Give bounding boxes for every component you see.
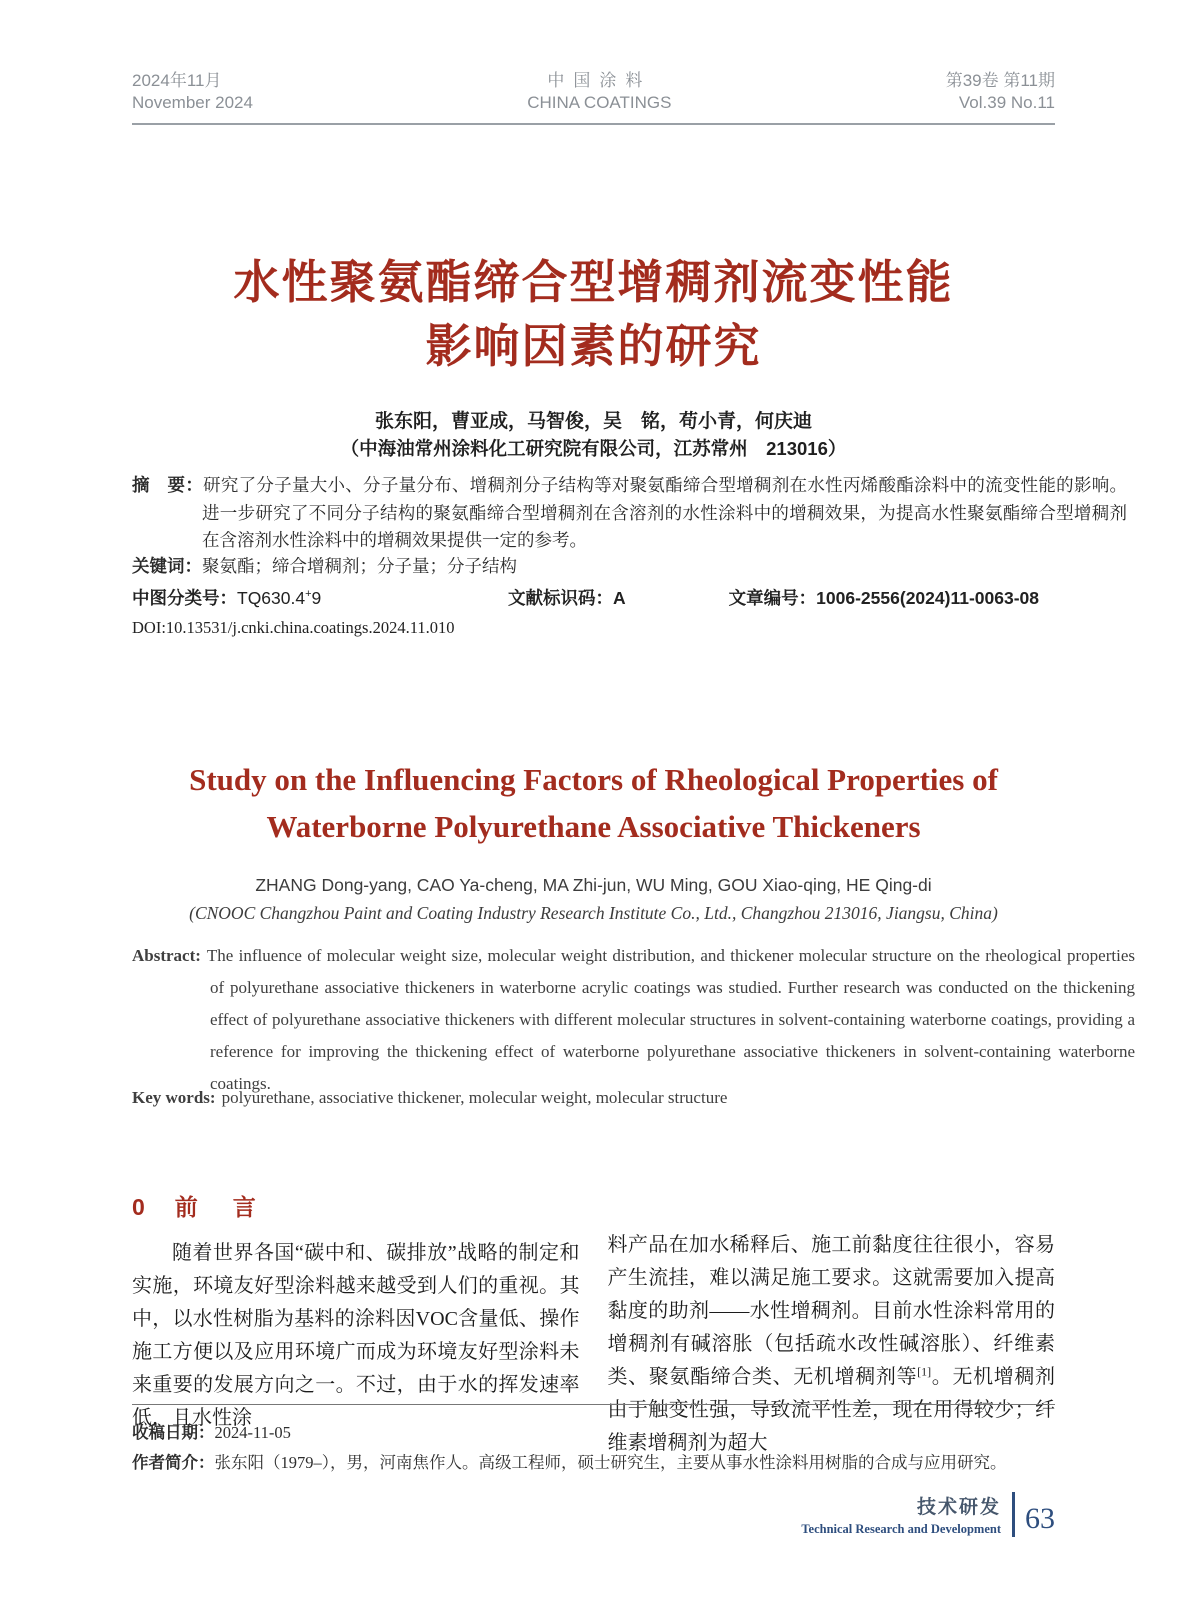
keywords-en (132, 1088, 1055, 1108)
page-number: 63 (1025, 1501, 1055, 1535)
keywords-label-en: Key words: (132, 1088, 216, 1107)
header-volume-en: Vol.39 No.11 (958, 93, 1055, 112)
clc-tail: 9 (311, 588, 322, 608)
received-date-line (132, 1418, 1055, 1448)
header-date-zh: 2024年11月 (132, 71, 222, 90)
body-paragraph-left: 随着世界各国“碳中和、碳排放”战略的制定和实施，环境友好型涂料越来越受到人们的重视。其中，以水性树脂为基料的涂料因VOC含量低、操作施工方便以及应用环境广而成为环境友好型涂料未来重要的发展方向之一。不过，由于水的挥发速率低，且水性涂 (132, 1242, 580, 1429)
header-date-en: November 2024 (132, 93, 253, 112)
page-footer (801, 1492, 1055, 1537)
doi: DOI:10.13531/j.cnki.china.coatings.2024.11.010 (132, 618, 455, 637)
column-name-en: Technical Research and Development (801, 1522, 1001, 1536)
article-title-zh-line1: 水性聚氨酯缔合型增稠剂流变性能 (233, 256, 954, 308)
column-name (801, 1492, 1012, 1537)
journal-name (527, 70, 671, 114)
footnotes (132, 1404, 1055, 1478)
article-title-en (132, 756, 1055, 850)
section-number: 0 (132, 1194, 145, 1220)
body-paragraph-right-part2: 。无机增稠剂由于触变性强，导致流平性差，现在用得较少；纤维素增稠剂为超大 (607, 1366, 1056, 1454)
clc-superscript: + (305, 588, 312, 601)
article-title-zh (132, 250, 1055, 378)
received-date-value: 2024-11-05 (214, 1423, 291, 1442)
header-volume-zh: 第39卷 第11期 (945, 71, 1055, 90)
author-bio-text: 张东阳（1979–），男，河南焦作人。高级工程师，硕士研究生，主要从事水性涂料用树脂的合成与应用研究。 (214, 1453, 1007, 1472)
keywords-text-zh: 聚氨酯；缔合增稠剂；分子量；分子结构 (202, 556, 517, 576)
abstract-label-zh: 摘 要： (132, 475, 204, 495)
abstract-text-en: The influence of molecular weight size, molecular weight distribution, and thickener molecular structure on the rheological properties of polyurethane associative thickeners in waterborne acrylic coatings was studied. Further research was conducted on the thickening effect of polyurethane associative thickeners with different molecular structures in solvent-containing waterborne coatings, providing a reference for improving the thickening effect of waterborne polyurethane associative thickeners in solvent-containing waterborne coatings. (206, 946, 1135, 1093)
citation-ref-1: [1] (917, 1364, 932, 1379)
authors-en: ZHANG Dong-yang, CAO Ya-cheng, MA Zhi-jun, WU Ming, GOU Xiao-qing, HE Qing-di (255, 875, 932, 895)
meta-row (132, 585, 1055, 611)
abstract-label-en: Abstract: (132, 946, 201, 965)
author-bio-label: 作者简介： (132, 1454, 215, 1472)
article-number: 文章编号：1006-2556(2024)11-0063-08 (728, 588, 1039, 608)
abstract-zh (132, 472, 1127, 555)
header-issue-date (132, 70, 253, 114)
document-code: 文献标识码：A (508, 588, 626, 608)
article-title-zh-line2: 影响因素的研究 (425, 320, 762, 372)
clc-number (132, 585, 321, 610)
article-title-en-line1: Study on the Influencing Factors of Rheological Properties of (189, 762, 998, 797)
abstract-text-zh: 研究了分子量大小、分子量分布、增稠剂分子结构等对聚氨酯缔合型增稠剂在水性丙烯酸酯涂料中的流变性能的影响。进一步研究了不同分子结构的聚氨酯缔合型增稠剂在含溶剂的水性涂料中的增稠效果，为提高水性聚氨酯缔合型增稠剂在含溶剂水性涂料中的增稠效果提供一定的参考。 (202, 475, 1127, 550)
body-paragraph-right-part1: 料产品在加水稀释后、施工前黏度往往很小，容易产生流挂，难以满足施工要求。这就需要加入提高黏度的助剂——水性增稠剂。目前水性涂料常用的增稠剂有碱溶胀（包括疏水改性碱溶胀）、纤维素类、聚氨酯缔合类、无机增稠剂等 (607, 1234, 1055, 1388)
clc-value: TQ630.4 (237, 588, 306, 608)
clc-label: 中图分类号： (132, 588, 237, 608)
column-name-zh: 技术研发 (916, 1497, 1001, 1518)
section-title: 前 言 (174, 1194, 262, 1220)
keywords-zh (132, 553, 1055, 578)
keywords-text-en: polyurethane, associative thickener, molecular weight, molecular structure (221, 1088, 728, 1107)
journal-name-zh: 中国涂料 (547, 71, 652, 90)
affiliation-zh: （中海油常州涂料化工研究院有限公司，江苏常州 213016） (340, 438, 847, 459)
abstract-en (132, 940, 1135, 1100)
article-title-en-line2: Waterborne Polyurethane Associative Thickeners (266, 809, 921, 844)
author-bio-line (132, 1448, 1055, 1478)
authors-zh: 张东阳，曹亚成，马智俊，吴 铭，苟小青，何庆迪 (374, 411, 812, 432)
journal-name-en: CHINA COATINGS (527, 93, 672, 112)
received-date-label: 收稿日期： (132, 1424, 215, 1442)
keywords-label-zh: 关键词： (132, 556, 202, 576)
header-volume-issue (946, 70, 1055, 114)
affiliation-en: (CNOOC Changzhou Paint and Coating Industry Research Institute Co., Ltd., Changzhou 213016, Jiangsu, China) (189, 903, 998, 923)
section-heading (132, 1192, 580, 1222)
journal-header (132, 70, 1055, 125)
